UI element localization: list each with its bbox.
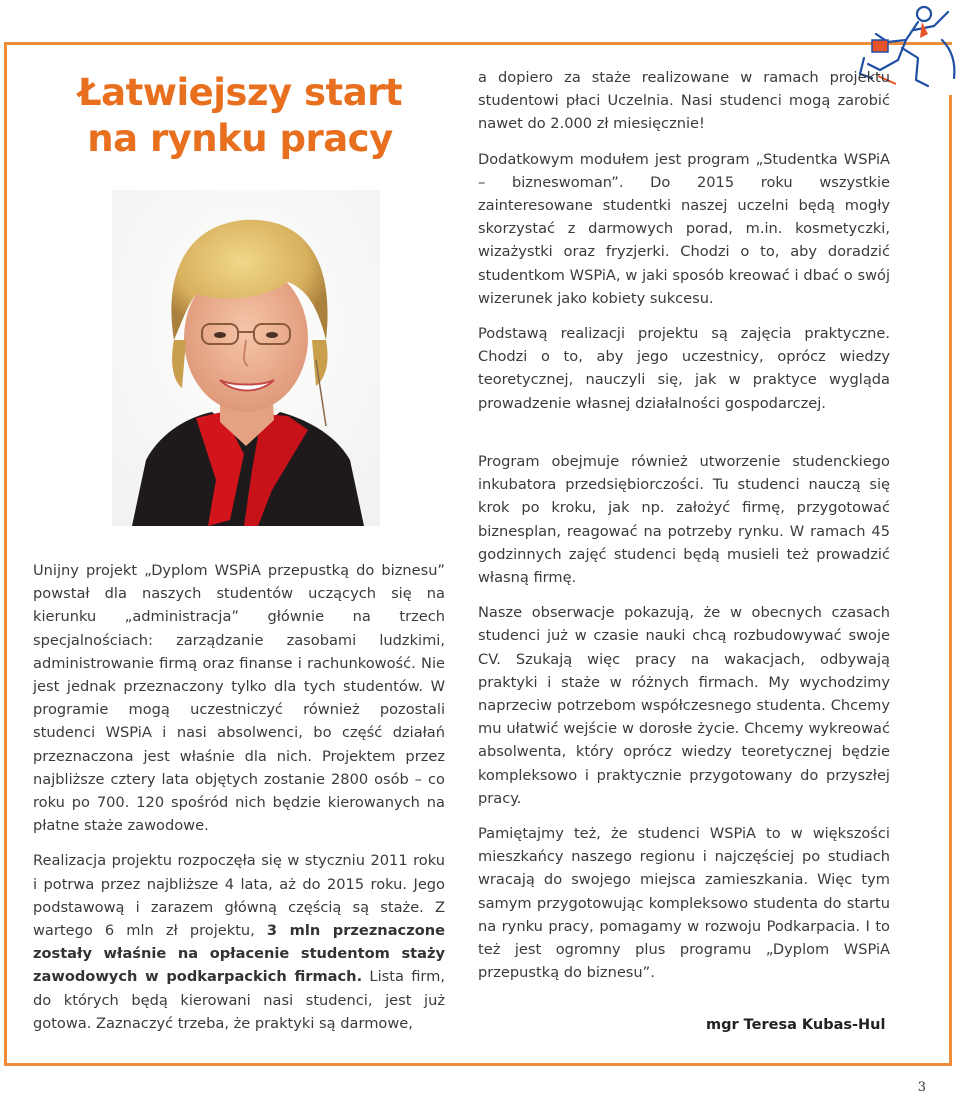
page-number: 3 bbox=[917, 1080, 926, 1095]
paragraph: Dodatkowym modułem jest program „Studentka WSPiA – bizneswoman”. Do 2015 roku wszystkie zainteresowane studentki naszej uczelni będą mogły skorzystać z darmowych porad, m.in. kosmetyczki, wizażystki oraz fryzjerki. Chodzi o to, aby doradzić studentkom WSPiA, w jaki sposób kreować i dbać o swój wizerunek jako kobiety sukcesu. bbox=[478, 150, 890, 307]
paragraph: Unijny projekt „Dyplom WSPiA przepustką do biznesu” powstał dla naszych studentów uczących się na kierunku „administracja” głównie na trzech specjalnościach: zarządzanie zasobami ludzkimi, administrowanie firmą oraz finanse i rachunkowość. Nie jest jednak przeznaczony tylko dla tych studentów. W programie mogą uczestniczyć również pozostali studenci WSPiA i nasi absolwenci, bo część działań przeznaczona jest właśnie dla nich. Projektem przez najbliższe cztery lata objętych zostanie 2800 osób – co roku po 700. 120 spośród nich będzie kierowanych na płatne staże zawodowe. bbox=[33, 562, 445, 835]
page-frame-right bbox=[949, 95, 952, 1066]
title-line-1: Łatwiejszy start bbox=[77, 71, 403, 114]
paragraph: Podstawą realizacji projektu są zajęcia praktyczne. Chodzi o to, aby jego uczestnicy, oprócz wiedzy teoretycznej, nauczyli się, jak w praktyce wygląda prowadzenie własnej działalności gospodarczej. bbox=[478, 325, 890, 412]
author-signature: mgr Teresa Kubas-Hul bbox=[706, 1017, 886, 1033]
article-title bbox=[30, 70, 450, 162]
article-column-right-bottom bbox=[478, 450, 890, 996]
paragraph: Pamiętajmy też, że studenci WSPiA to w większości mieszkańcy naszego regionu i najczęściej po studiach wracają do swojego miejsca zamieszkania. Więc tym samym przygotowując kompleksowo studenta do startu na rynku pracy, pomagamy w rozwoju Podkarpacia. I to też jest ogromny plus programu „Dyplom WSPiA przepustką do biznesu”. bbox=[478, 825, 890, 982]
paragraph: a dopiero za staże realizowane w ramach projektu studentowi płaci Uczelnia. Nasi studenci mogą zarobić nawet do 2.000 zł miesięcznie! bbox=[478, 69, 890, 133]
title-line-2: na rynku pracy bbox=[87, 117, 393, 160]
article-column-left bbox=[33, 559, 445, 1047]
bold-text: 3 mln przeznaczone zostały właśnie na opłacenie studentom staży zawodowych w podkarpackich firmach. bbox=[33, 922, 446, 986]
paragraph bbox=[33, 849, 445, 1035]
paragraph-text: Lista firm, do których będą kierowani nasi studenci, jest już gotowa. Zaznaczyć trzeba, że praktyki są darmowe, bbox=[33, 968, 445, 1032]
article-column-right-top bbox=[478, 66, 890, 427]
paragraph-text: Realizacja projektu rozpoczęła się w styczniu 2011 roku i potrwa przez najbliższe 4 lata, aż do 2015 roku. Jego podstawową i zarazem główną częścią są staże. Z wartego 6 mln zł projektu, bbox=[33, 852, 445, 940]
paragraph: Program obejmuje również utworzenie studenckiego inkubatora przedsiębiorczości. Tu studenci nauczą się krok po kroku, jak np. założyć firmę, przygotować biznesplan, reagować na potrzeby rynku. W ramach 45 godzinnych zajęć studenci będą musieli też prowadzić własną firmę. bbox=[478, 453, 890, 587]
paragraph: Nasze obserwacje pokazują, że w obecnych czasach studenci już w czasie nauki chcą rozbudowywać swoje CV. Szukają więc pracy na wakacjach, odbywają praktyki i staże w różnych firmach. My wychodzimy naprzeciw potrzebom współczesnego studenta. Chcemy mu ułatwić wejście w dorosłe życie. Chcemy wykreować absolwenta, który oprócz wiedzy teoretycznej będzie kompleksowo i praktycznie przygotowany do przyszłej pracy. bbox=[478, 604, 890, 807]
portrait-photo-icon bbox=[112, 190, 380, 526]
